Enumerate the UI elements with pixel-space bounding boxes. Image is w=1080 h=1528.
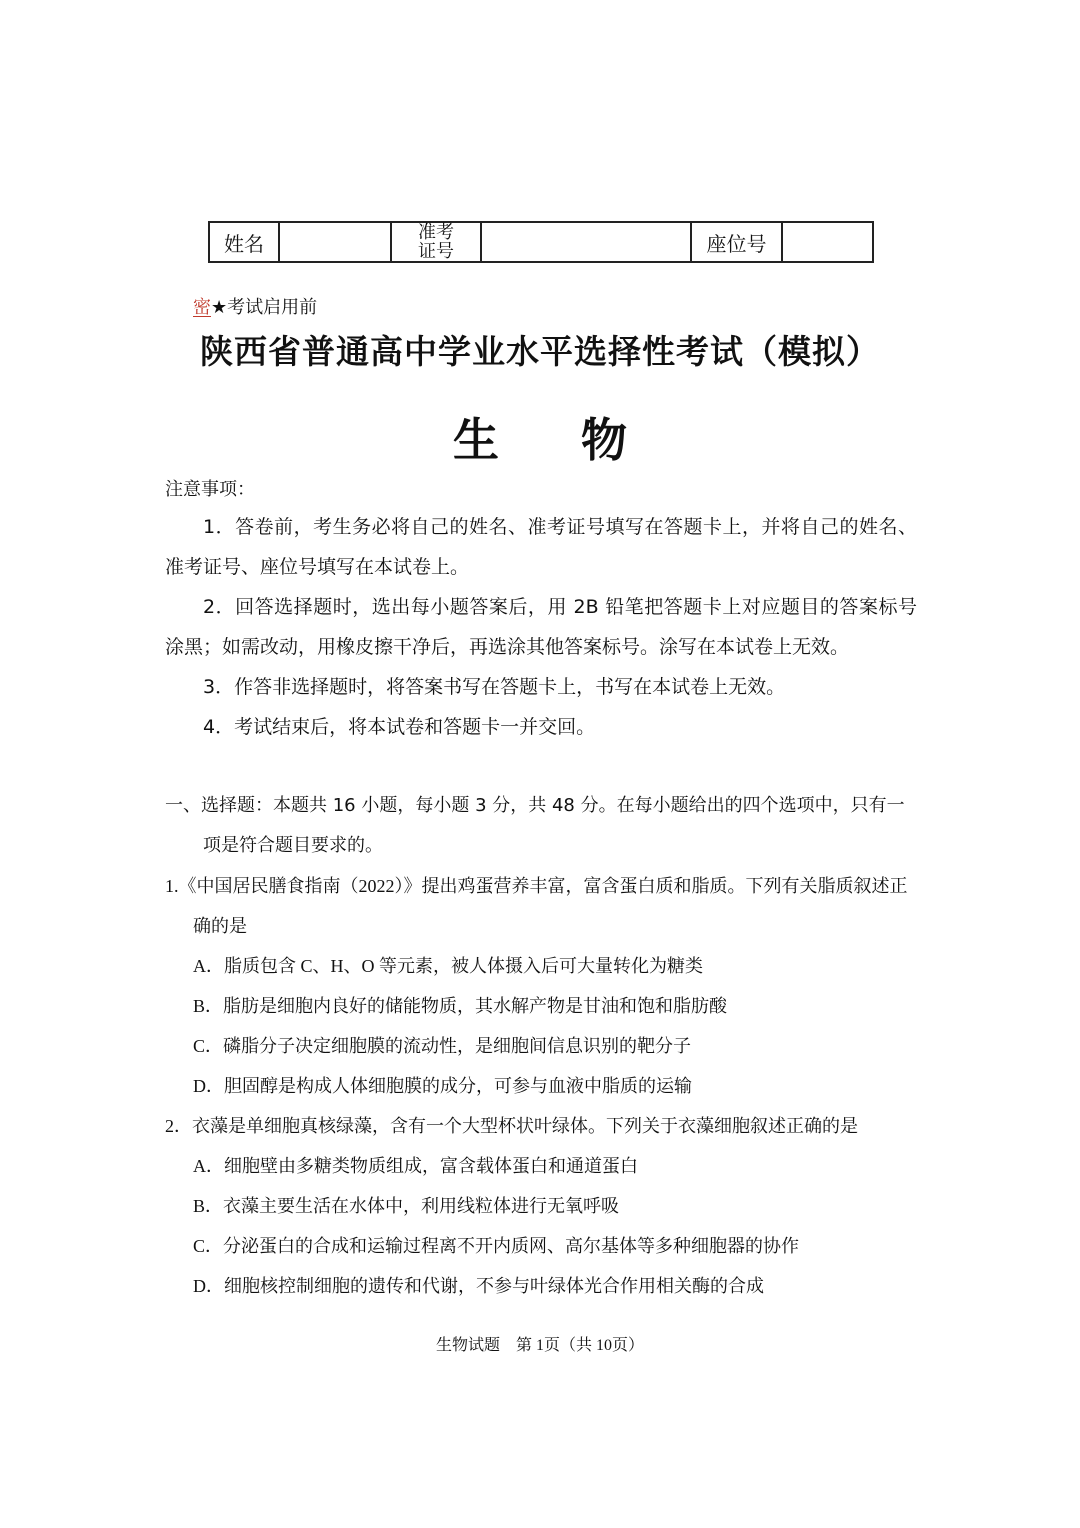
candidate-info-table (208, 221, 874, 263)
note-item: 3．作答非选择题时，将答案书写在答题卡上，书写在本试卷上无效。 (203, 676, 786, 698)
confidential-mark (165, 293, 317, 319)
question-list (165, 866, 917, 1306)
notes-heading: 注意事项： (165, 479, 255, 500)
question-option-d: D．细胞核控制细胞的遗传和代谢，不参与叶绿体光合作用相关酶的合成 (193, 1276, 764, 1296)
confidential-char: 密 (193, 297, 211, 318)
question-2 (165, 1106, 917, 1306)
question-stem: 2．衣藻是单细胞真核绿藻，含有一个大型杯状叶绿体。下列关于衣藻细胞叙述正确的是 (165, 1116, 858, 1136)
name-label: 姓名 (209, 222, 279, 262)
seat-label: 座位号 (691, 222, 782, 262)
name-field[interactable] (279, 222, 391, 262)
confidential-text: ★考试启用前 (211, 297, 318, 318)
note-item: 4．考试结束后，将本试卷和答题卡一并交回。 (203, 716, 596, 738)
question-option-d: D．胆固醇是构成人体细胞膜的成分，可参与血液中脂质的运输 (193, 1076, 692, 1096)
notes-list (165, 507, 917, 747)
question-1 (165, 866, 917, 1106)
exam-id-field[interactable] (481, 222, 691, 262)
question-stem: 1.《中国居民膳食指南（2022）》提出鸡蛋营养丰富，富含蛋白质和脂质。下列有关脂质叙述正确的是 (165, 876, 908, 936)
note-item: 1．答卷前，考生务必将自己的姓名、准考证号填写在答题卡上，并将自己的姓名、准考证号、座位号填写在本试卷上。 (165, 516, 917, 578)
question-option-a: A．脂质包含 C、H、O 等元素，被人体摄入后可大量转化为糖类 (193, 956, 704, 976)
exam-id-label-top: 准考 (418, 222, 454, 243)
exam-title: 陕西省普通高中学业水平选择性考试（模拟） (200, 332, 880, 371)
subject-char-2: 物 (581, 413, 627, 467)
section-heading (165, 786, 917, 866)
subject-title (0, 404, 1080, 470)
question-option-c: C．磷脂分子决定细胞膜的流动性，是细胞间信息识别的靶分子 (193, 1036, 692, 1056)
page-footer: 生物试题 第 1页（共 10页） (435, 1337, 644, 1354)
exam-id-label (391, 222, 481, 262)
question-option-b: B．脂肪是细胞内良好的储能物质，其水解产物是甘油和饱和脂肪酸 (193, 996, 728, 1016)
question-option-b: B．衣藻主要生活在水体中，利用线粒体进行无氧呼吸 (193, 1196, 620, 1216)
seat-field[interactable] (782, 222, 873, 262)
question-option-a: A．细胞壁由多糖类物质组成，富含载体蛋白和通道蛋白 (193, 1156, 638, 1176)
subject-char-1: 生 (453, 413, 499, 467)
question-option-c: C．分泌蛋白的合成和运输过程离不开内质网、高尔基体等多种细胞器的协作 (193, 1236, 800, 1256)
exam-id-label-bottom: 证号 (418, 241, 454, 262)
section-1-instructions: 一、选择题：本题共 16 小题，每小题 3 分，共 48 分。在每小题给出的四个选项中，只有一项是符合题目要求的。 (165, 795, 905, 856)
note-item: 2．回答选择题时，选出每小题答案后，用 2B 铅笔把答题卡上对应题目的答案标号涂黑；如需改动，用橡皮擦干净后，再选涂其他答案标号。涂写在本试卷上无效。 (165, 596, 917, 658)
